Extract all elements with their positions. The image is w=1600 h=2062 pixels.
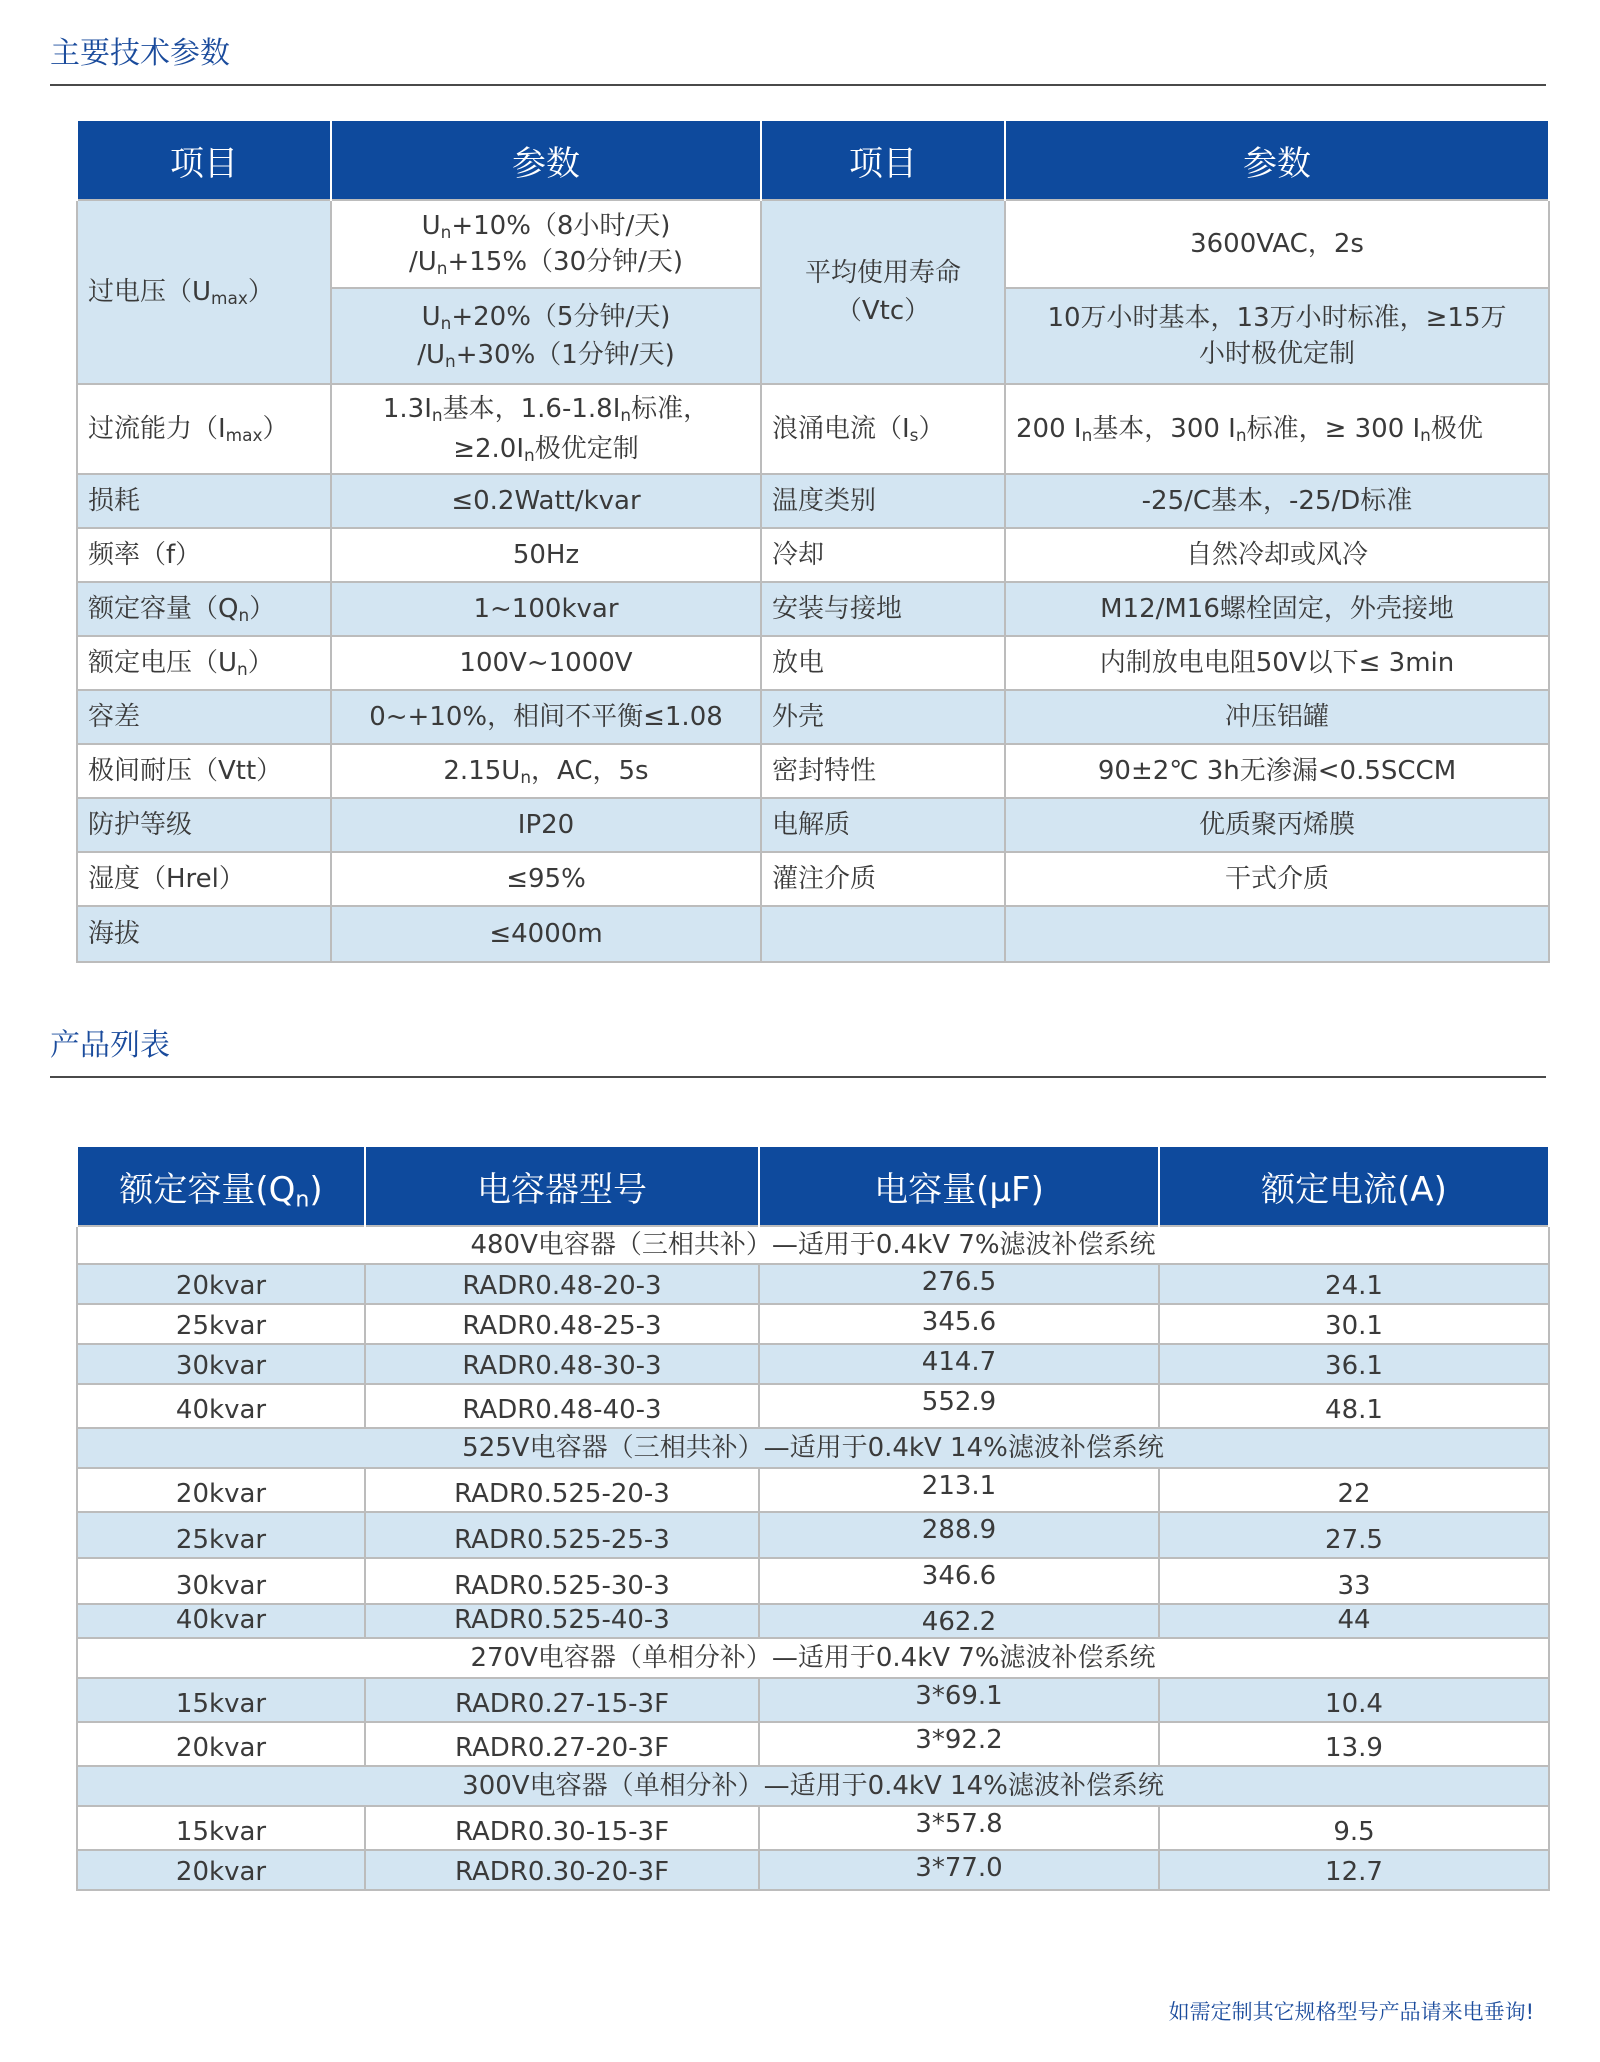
model-cell: RADR0.48-20-3 (365, 1264, 759, 1304)
spec-table (76, 121, 1550, 963)
section-divider (50, 84, 1546, 86)
product-row (77, 1512, 1549, 1558)
rated-capacity-cell: 20kvar (77, 1264, 365, 1304)
spec-value: $U_n+10\%(8$小时/天) $/U_n+15\%(30$分钟/天) (331, 200, 761, 288)
spec-row (77, 636, 1549, 690)
spec-value: 3600VAC，2s (1005, 200, 1549, 288)
spec-label: 密封特性 (761, 744, 1005, 798)
header-rated-capacity: 额定容量$(Q_n)$ (77, 1147, 365, 1226)
model-cell: RADR0.48-30-3 (365, 1344, 759, 1384)
header-item: 项目 (761, 121, 1005, 200)
spec-label: 过流能力$(I_{max})$ (77, 384, 331, 474)
rated-current-cell: 10.4 (1159, 1678, 1549, 1722)
spec-value: ≤4000m (331, 906, 761, 962)
header-item: 项目 (77, 121, 331, 200)
product-row (77, 1344, 1549, 1384)
spec-label: 额定电压$(U_n)$ (77, 636, 331, 690)
model-cell: RADR0.48-25-3 (365, 1304, 759, 1344)
capacitance-cell: 3*92.2 (759, 1722, 1159, 1766)
spec-value: 干式介质 (1005, 852, 1549, 906)
spec-label: 灌注介质 (761, 852, 1005, 906)
rated-capacity-cell: 20kvar (77, 1850, 365, 1890)
rated-current-cell: 22 (1159, 1468, 1549, 1512)
spec-label: 损耗 (77, 474, 331, 528)
capacitance-cell: 213.1 (759, 1468, 1159, 1512)
rated-capacity-cell: 40kvar (77, 1384, 365, 1428)
product-row (77, 1722, 1549, 1766)
capacitance-cell: 346.6 (759, 1558, 1159, 1604)
section-title-specs: 主要技术参数 (50, 36, 230, 71)
group-header-row (77, 1428, 1549, 1468)
product-row (77, 1264, 1549, 1304)
spec-row-overvoltage (77, 200, 1549, 288)
rated-current-cell: 13.9 (1159, 1722, 1549, 1766)
spec-label (761, 906, 1005, 962)
spec-value: ≤95% (331, 852, 761, 906)
rated-current-cell: 36.1 (1159, 1344, 1549, 1384)
rated-capacity-cell: 15kvar (77, 1806, 365, 1850)
spec-value: 200 $I_n$基本，300 $I_n$标准，≥ 300 $I_n$极优 (1005, 384, 1549, 474)
spec-value: 内制放电电阻50V以下≤ 3min (1005, 636, 1549, 690)
group-title: 525V电容器（三相共补）—适用于0.4kV 14%滤波补偿系统 (77, 1428, 1549, 1468)
spec-value: $U_n+20\%(5$分钟/天) $/U_n+30\%(1$分钟/天) (331, 288, 761, 384)
product-row (77, 1604, 1549, 1638)
rated-capacity-cell: 30kvar (77, 1558, 365, 1604)
rated-capacity-cell: 30kvar (77, 1344, 365, 1384)
spec-label: 防护等级 (77, 798, 331, 852)
model-cell: RADR0.30-20-3F (365, 1850, 759, 1890)
spec-label: 额定容量$(Q_n)$ (77, 582, 331, 636)
spec-label: 放电 (761, 636, 1005, 690)
product-row (77, 1384, 1549, 1428)
rated-current-cell: 30.1 (1159, 1304, 1549, 1344)
rated-capacity-cell: 15kvar (77, 1678, 365, 1722)
model-cell: RADR0.27-15-3F (365, 1678, 759, 1722)
spec-label: 冷却 (761, 528, 1005, 582)
spec-label: 海拔 (77, 906, 331, 962)
model-cell: RADR0.27-20-3F (365, 1722, 759, 1766)
spec-row (77, 744, 1549, 798)
rated-capacity-cell: 25kvar (77, 1304, 365, 1344)
spec-label: 安装与接地 (761, 582, 1005, 636)
product-row (77, 1304, 1549, 1344)
header-rated-current: 额定电流(A) (1159, 1147, 1549, 1226)
capacitance-cell: 462.2 (759, 1604, 1159, 1638)
header-param: 参数 (331, 121, 761, 200)
rated-current-cell: 12.7 (1159, 1850, 1549, 1890)
spec-label: 容差 (77, 690, 331, 744)
capacitance-cell: 3*69.1 (759, 1678, 1159, 1722)
capacitance-cell: 276.5 (759, 1264, 1159, 1304)
rated-capacity-cell: 40kvar (77, 1604, 365, 1638)
rated-current-cell: 9.5 (1159, 1806, 1549, 1850)
spec-value (1005, 906, 1549, 962)
model-cell: RADR0.525-25-3 (365, 1512, 759, 1558)
product-row (77, 1468, 1549, 1512)
group-title: 300V电容器（单相分补）—适用于0.4kV 14%滤波补偿系统 (77, 1766, 1549, 1806)
spec-value: M12/M16螺栓固定，外壳接地 (1005, 582, 1549, 636)
capacitance-cell: 288.9 (759, 1512, 1159, 1558)
capacitance-cell: 3*77.0 (759, 1850, 1159, 1890)
product-table-body (77, 1226, 1549, 1890)
spec-value: 10万小时基本，13万小时标准，≥15万 小时极优定制 (1005, 288, 1549, 384)
spec-header-row (77, 121, 1549, 200)
capacitance-cell: 345.6 (759, 1304, 1159, 1344)
spec-row (77, 474, 1549, 528)
spec-row (77, 798, 1549, 852)
spec-value: 优质聚丙烯膜 (1005, 798, 1549, 852)
product-row (77, 1678, 1549, 1722)
product-header-row (77, 1147, 1549, 1226)
rated-capacity-cell: 20kvar (77, 1468, 365, 1512)
spec-label: 极间耐压（Vtt） (77, 744, 331, 798)
header-capacitance: 电容量(μF) (759, 1147, 1159, 1226)
spec-row (77, 906, 1549, 962)
footer-note: 如需定制其它规格型号产品请来电垂询! (1168, 2000, 1534, 2024)
spec-label: 外壳 (761, 690, 1005, 744)
spec-row (77, 528, 1549, 582)
spec-row (77, 852, 1549, 906)
capacitance-cell: 414.7 (759, 1344, 1159, 1384)
model-cell: RADR0.525-40-3 (365, 1604, 759, 1638)
spec-value: 50Hz (331, 528, 761, 582)
spec-label: 电解质 (761, 798, 1005, 852)
section-title-products: 产品列表 (50, 1028, 170, 1063)
header-param: 参数 (1005, 121, 1549, 200)
spec-label: 湿度（Hrel） (77, 852, 331, 906)
capacitance-cell: 552.9 (759, 1384, 1159, 1428)
model-cell: RADR0.48-40-3 (365, 1384, 759, 1428)
rated-capacity-cell: 20kvar (77, 1722, 365, 1766)
spec-value: IP20 (331, 798, 761, 852)
rated-current-cell: 48.1 (1159, 1384, 1549, 1428)
product-row (77, 1806, 1549, 1850)
spec-value: -25/C基本，-25/D标准 (1005, 474, 1549, 528)
spec-value: 0~+10%，相间不平衡≤1.08 (331, 690, 761, 744)
group-header-row (77, 1766, 1549, 1806)
rated-current-cell: 44 (1159, 1604, 1549, 1638)
spec-label: 浪涌电流$(I_s)$ (761, 384, 1005, 474)
group-header-row (77, 1638, 1549, 1678)
header-model: 电容器型号 (365, 1147, 759, 1226)
spec-value: $1.3I_n$基本，$1.6-1.8I_n$标准， $\ge 2.0I_n$极优定制 (331, 384, 761, 474)
spec-value: 自然冷却或风冷 (1005, 528, 1549, 582)
spec-row (77, 582, 1549, 636)
spec-value: ≤0.2Watt/kvar (331, 474, 761, 528)
spec-value: 90±2℃ 3h无渗漏<0.5SCCM (1005, 744, 1549, 798)
product-row (77, 1558, 1549, 1604)
group-title: 480V电容器（三相共补）—适用于0.4kV 7%滤波补偿系统 (77, 1226, 1549, 1264)
spec-label: 过电压$(U_{max})$ (77, 200, 331, 384)
product-table (76, 1147, 1550, 1891)
spec-value: 1~100kvar (331, 582, 761, 636)
product-row (77, 1850, 1549, 1890)
section-divider (50, 1076, 1546, 1078)
rated-current-cell: 27.5 (1159, 1512, 1549, 1558)
rated-capacity-cell: 25kvar (77, 1512, 365, 1558)
spec-label: 平均使用寿命 （Vtc） (761, 200, 1005, 384)
spec-row (77, 690, 1549, 744)
spec-value: $2.15U_n$，AC，5s (331, 744, 761, 798)
rated-current-cell: 33 (1159, 1558, 1549, 1604)
model-cell: RADR0.525-20-3 (365, 1468, 759, 1512)
spec-label: 频率（f） (77, 528, 331, 582)
spec-value: 100V~1000V (331, 636, 761, 690)
capacitance-cell: 3*57.8 (759, 1806, 1159, 1850)
spec-label: 温度类别 (761, 474, 1005, 528)
model-cell: RADR0.30-15-3F (365, 1806, 759, 1850)
spec-value: 冲压铝罐 (1005, 690, 1549, 744)
rated-current-cell: 24.1 (1159, 1264, 1549, 1304)
group-header-row (77, 1226, 1549, 1264)
group-title: 270V电容器（单相分补）—适用于0.4kV 7%滤波补偿系统 (77, 1638, 1549, 1678)
spec-row-overcurrent (77, 384, 1549, 474)
model-cell: RADR0.525-30-3 (365, 1558, 759, 1604)
